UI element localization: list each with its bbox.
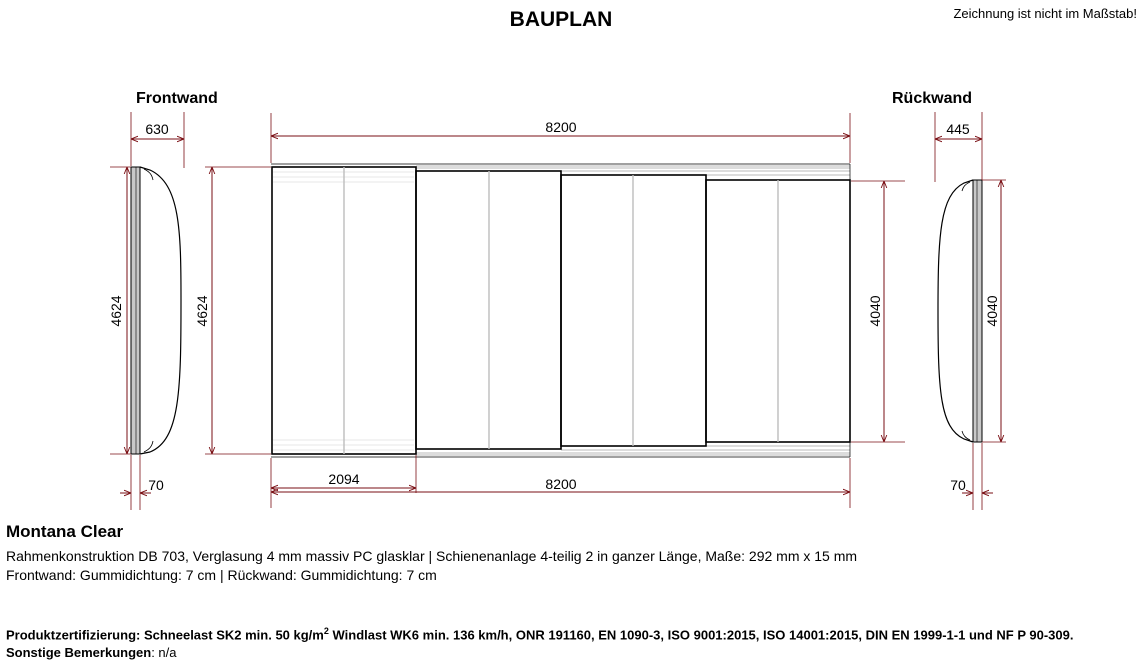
front-wall-label: Frontwand [136, 90, 218, 107]
scale-note: Zeichnung ist nicht im Maßstab! [953, 6, 1137, 21]
back-wall-profile [938, 180, 982, 442]
back-thickness-label: 70 [950, 477, 966, 493]
front-height-inner-dimension [194, 167, 271, 454]
front-depth-label: 630 [145, 121, 169, 137]
back-height-outer-dimension [982, 180, 1006, 442]
front-thickness-dimension [120, 455, 164, 510]
remarks-label: Sonstige Bemerkungen [6, 645, 152, 660]
page-title: BAUPLAN [509, 8, 613, 31]
segment-length-dimension [271, 455, 416, 493]
front-height-outer-label: 4624 [108, 295, 124, 327]
certification-line [6, 626, 1073, 642]
spec-line-1: Rahmenkonstruktion DB 703, Verglasung 4 mm massiv PC glasklar | Schienenanlage 4-teilig 2 in ganzer Länge, Maße: 292 mm x 15 mm [6, 548, 858, 564]
segment-length-label: 2094 [328, 471, 360, 487]
total-length-bottom-label: 8200 [545, 476, 577, 492]
back-depth-dimension [935, 112, 982, 182]
front-height-outer-dimension [108, 167, 131, 454]
certification-suffix: Windlast WK6 min. 136 km/h, ONR 191160, EN 1090-3, ISO 9001:2015, ISO 14001:2015, DIN EN 1999-1-1 und NF P 90-309. [328, 627, 1074, 643]
front-depth-dimension [131, 112, 184, 168]
back-depth-label: 445 [946, 121, 970, 137]
remarks-line [6, 645, 177, 660]
front-wall-profile [131, 167, 181, 454]
certification-superscript: 2 [323, 626, 329, 636]
front-height-inner-label: 4624 [194, 295, 210, 327]
front-thickness-label: 70 [148, 477, 164, 493]
remarks-value: : n/a [151, 645, 177, 660]
total-length-top-label: 8200 [545, 119, 577, 135]
back-height-inner-dimension [851, 181, 905, 442]
total-length-top-dimension [271, 113, 850, 163]
back-wall-label: Rückwand [892, 90, 973, 107]
back-height-inner-label: 4040 [867, 295, 883, 327]
plan-view [271, 164, 850, 457]
back-thickness-dimension [950, 443, 993, 510]
back-height-outer-label: 4040 [984, 295, 1000, 327]
certification-prefix: Produktzertifizierung: Schneelast SK2 min. 50 kg/m [6, 627, 324, 643]
spec-line-2: Frontwand: Gummidichtung: 7 cm | Rückwand: Gummidichtung: 7 cm [6, 567, 437, 583]
product-name: Montana Clear [6, 522, 124, 541]
